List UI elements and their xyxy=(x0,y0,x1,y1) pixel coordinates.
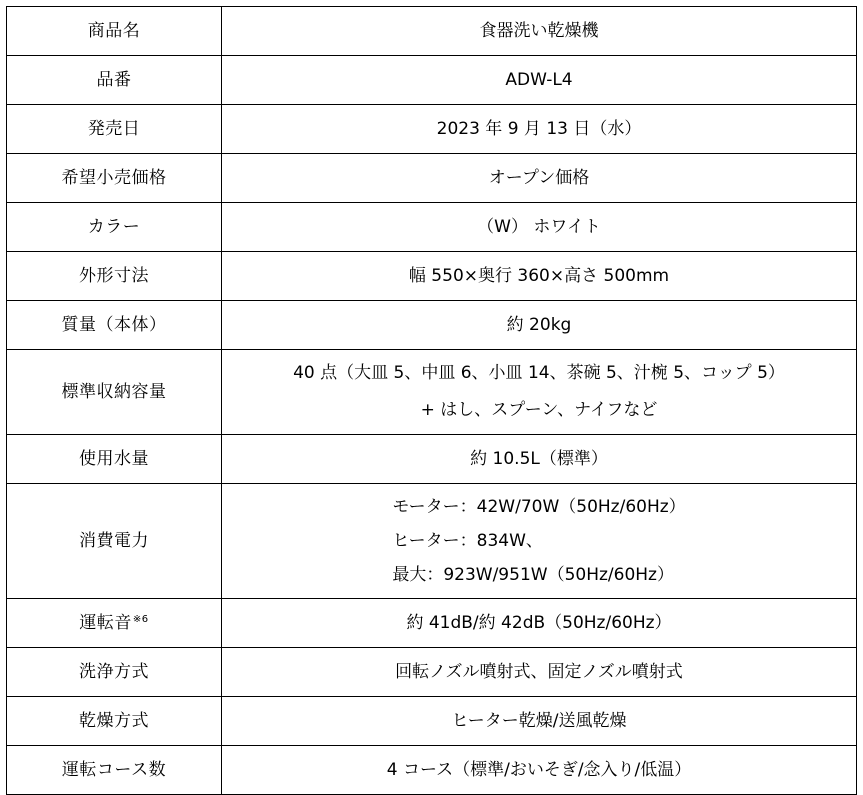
value-power xyxy=(222,484,857,599)
label-water: 使用水量 xyxy=(7,435,222,484)
label-noise: 運転音 xyxy=(79,612,132,633)
row-wash-method xyxy=(7,648,857,697)
value-wash-method: 回転ノズル噴射式、固定ノズル噴射式 xyxy=(222,648,857,697)
row-water xyxy=(7,435,857,484)
spec-table xyxy=(6,6,857,795)
value-water: 約 10.5L（標準） xyxy=(222,435,857,484)
label-product-name: 商品名 xyxy=(7,7,222,56)
row-weight xyxy=(7,301,857,350)
label-courses: 運転コース数 xyxy=(7,746,222,795)
label-noise-cell xyxy=(7,599,222,648)
label-weight: 質量（本体） xyxy=(7,301,222,350)
value-noise: 約 41dB/約 42dB（50Hz/60Hz） xyxy=(222,599,857,648)
capacity-line: 40 点（大皿 5、中皿 6、小皿 14、茶碗 5、汁椀 5、コップ 5） xyxy=(293,363,785,383)
value-courses: 4 コース（標準/おいそぎ/念入り/低温） xyxy=(222,746,857,795)
value-capacity xyxy=(222,350,857,435)
power-line: 最大：923W/951W（50Hz/60Hz） xyxy=(392,565,674,585)
label-wash-method: 洗浄方式 xyxy=(7,648,222,697)
row-product-name xyxy=(7,7,857,56)
label-capacity: 標準収納容量 xyxy=(7,350,222,435)
value-dry-method: ヒーター乾燥/送風乾燥 xyxy=(222,697,857,746)
power-lines xyxy=(392,490,685,592)
power-line: モーター：42W/70W（50Hz/60Hz） xyxy=(392,497,686,517)
row-courses xyxy=(7,746,857,795)
label-dimensions: 外形寸法 xyxy=(7,252,222,301)
label-power: 消費電力 xyxy=(7,484,222,599)
row-capacity xyxy=(7,350,857,435)
label-release-date: 発売日 xyxy=(7,105,222,154)
row-model xyxy=(7,56,857,105)
label-color: カラー xyxy=(7,203,222,252)
power-line: ヒーター：834W、 xyxy=(392,531,543,551)
row-release-date xyxy=(7,105,857,154)
row-color xyxy=(7,203,857,252)
capacity-line: + はし、スプーン、ナイフなど xyxy=(420,400,658,420)
row-noise xyxy=(7,599,857,648)
value-dimensions: 幅 550×奥行 360×高さ 500mm xyxy=(222,252,857,301)
label-price: 希望小売価格 xyxy=(7,154,222,203)
value-color: （W） ホワイト xyxy=(222,203,857,252)
footnote-marker: ※6 xyxy=(132,613,149,625)
value-model: ADW-L4 xyxy=(222,56,857,105)
value-price: オープン価格 xyxy=(222,154,857,203)
value-release-date: 2023 年 9 月 13 日（水） xyxy=(222,105,857,154)
row-power xyxy=(7,484,857,599)
value-product-name: 食器洗い乾燥機 xyxy=(222,7,857,56)
row-dry-method xyxy=(7,697,857,746)
row-dimensions xyxy=(7,252,857,301)
label-dry-method: 乾燥方式 xyxy=(7,697,222,746)
row-price xyxy=(7,154,857,203)
capacity-lines xyxy=(228,355,850,429)
label-model: 品番 xyxy=(7,56,222,105)
value-weight: 約 20kg xyxy=(222,301,857,350)
